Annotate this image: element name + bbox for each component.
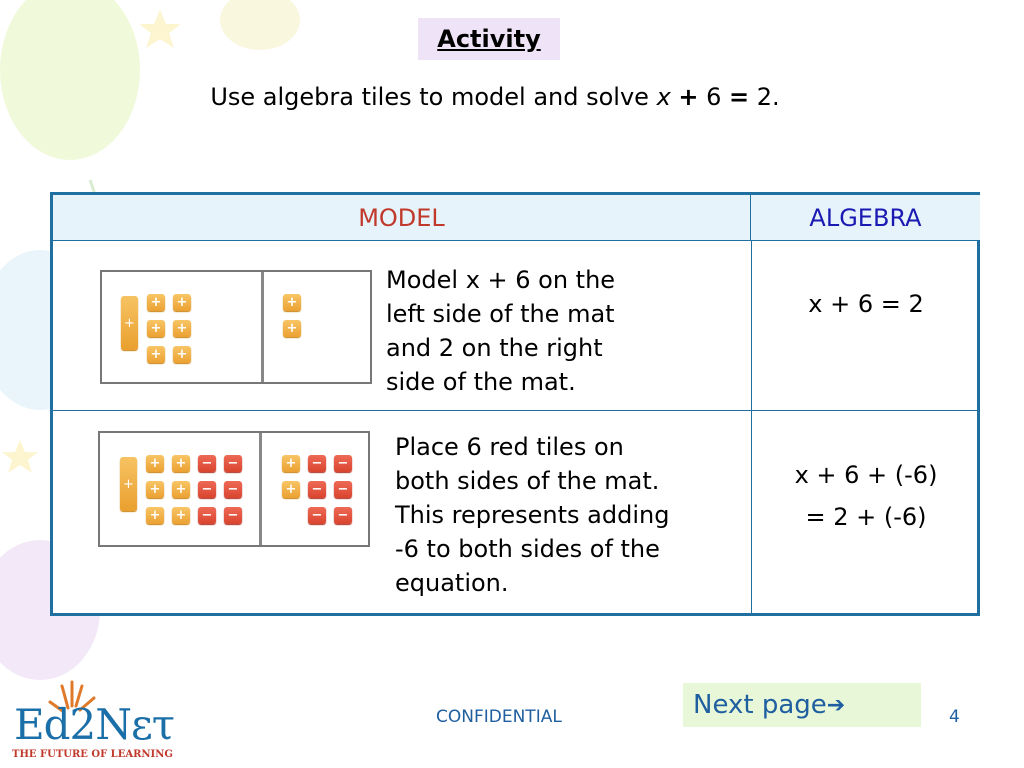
algebra-line: x + 6 + (-6): [794, 461, 938, 489]
unit-tile-positive: +: [147, 320, 165, 337]
unit-tile-negative: −: [224, 455, 242, 472]
unit-tile-negative: −: [198, 507, 216, 524]
unit-tile-negative: −: [334, 507, 352, 524]
mat-divider: [261, 272, 264, 382]
unit-tile-positive: +: [173, 294, 191, 311]
unit-tile-negative: −: [224, 507, 242, 524]
model-algebra-table: [50, 192, 980, 616]
description-line: and 2 on the right: [386, 334, 603, 362]
instruction-plus: +: [678, 83, 699, 111]
description-line: Place 6 red tiles on: [395, 433, 624, 461]
instruction-suffix: 2.: [749, 83, 780, 111]
unit-tile-negative: −: [308, 455, 326, 472]
unit-tile-negative: −: [198, 481, 216, 498]
unit-tile-positive: +: [282, 481, 300, 498]
row-divider: [53, 410, 980, 411]
unit-tile-positive: +: [173, 320, 191, 337]
next-page-label: Next page: [693, 690, 827, 720]
x-tile-symbol: +: [124, 315, 135, 331]
row2-algebra: [752, 454, 980, 538]
algebra-line: = 2 + (-6): [805, 503, 927, 531]
unit-tile-positive: +: [147, 346, 165, 363]
row1-description: [386, 263, 615, 399]
row2-description: [395, 430, 669, 600]
unit-tile-negative: −: [308, 507, 326, 524]
x-tile: [121, 296, 138, 350]
next-page-button[interactable]: [683, 683, 921, 727]
arrow-right-icon: ➔: [826, 692, 846, 718]
unit-tile-positive: +: [146, 507, 164, 524]
description-line: -6 to both sides of the: [395, 535, 660, 563]
unit-tile-positive: +: [283, 320, 301, 337]
unit-tile-negative: −: [224, 481, 242, 498]
logo-tagline: THE FUTURE OF LEARNING: [12, 749, 173, 760]
model-header: MODEL: [53, 195, 751, 241]
instruction-prefix: Use algebra tiles to model and solve: [210, 83, 657, 111]
description-line: side of the mat.: [386, 368, 576, 396]
activity-heading: Activity: [418, 18, 560, 60]
instruction-variable: x: [656, 83, 671, 111]
mat-divider: [259, 433, 262, 545]
unit-tile-positive: +: [146, 455, 164, 472]
unit-tile-positive: +: [173, 346, 191, 363]
unit-tile-positive: +: [172, 507, 190, 524]
algebra-line: x + 6 = 2: [808, 290, 924, 318]
unit-tile-positive: +: [172, 455, 190, 472]
unit-tile-positive: +: [283, 294, 301, 311]
description-line: left side of the mat: [386, 300, 615, 328]
description-line: This represents adding: [395, 501, 670, 529]
instruction-six: 6: [698, 83, 730, 111]
algebra-header: ALGEBRA: [751, 195, 980, 241]
unit-tile-positive: +: [146, 481, 164, 498]
unit-tile-positive: +: [172, 481, 190, 498]
instruction-text: [0, 83, 990, 111]
unit-tile-negative: −: [334, 481, 352, 498]
x-tile: +: [120, 457, 137, 511]
unit-tile-negative: −: [308, 481, 326, 498]
unit-tile-positive: +: [282, 455, 300, 472]
unit-tile-positive: +: [147, 294, 165, 311]
unit-tile-negative: −: [198, 455, 216, 472]
description-line: both sides of the mat.: [395, 467, 660, 495]
description-line: equation.: [395, 569, 509, 597]
description-line: Model x + 6 on the: [386, 266, 616, 294]
page-number: 4: [949, 707, 960, 727]
tile-mat-row1: [100, 270, 372, 384]
instruction-equals: =: [729, 83, 750, 111]
unit-tile-negative: −: [334, 455, 352, 472]
row1-algebra: [752, 283, 980, 325]
logo-brand: Ed2Nετ: [14, 700, 175, 749]
tile-mat-row2: [98, 431, 370, 547]
confidential-label: CONFIDENTIAL: [436, 707, 562, 727]
